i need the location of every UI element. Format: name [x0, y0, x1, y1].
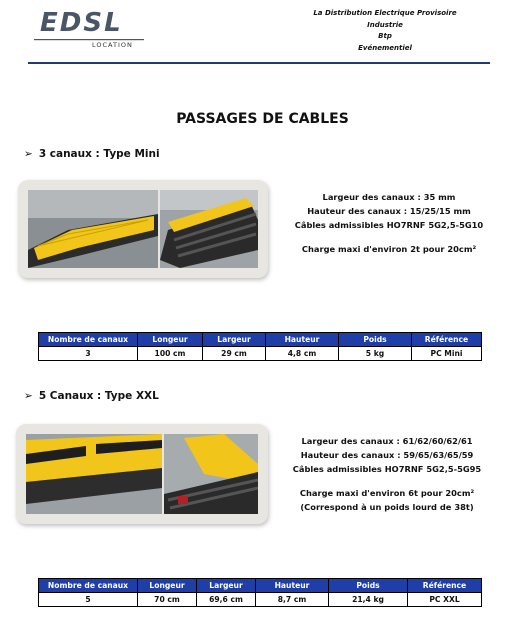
column-header: Largeur — [203, 333, 266, 347]
table-cell: 70 cm — [138, 593, 197, 607]
column-header: Longeur — [138, 579, 197, 593]
cable-ramp-mini-open-photo — [160, 190, 258, 268]
spec-line: Charge maxi d'environ 6t pour 20cm² — [299, 488, 475, 498]
table-cell: 8,7 cm — [256, 593, 329, 607]
logo-text: EDSL — [40, 8, 123, 38]
cable-ramp-xxl-open-photo — [164, 434, 258, 514]
table-header-row — [39, 333, 482, 347]
section-heading-text: 3 canaux : Type Mini — [38, 148, 160, 160]
column-header: Nombre de canaux — [39, 579, 138, 593]
spec-line: Charge maxi d'environ 2t pour 20cm² — [301, 244, 477, 254]
column-header: Nombre de canaux — [39, 333, 138, 347]
column-header: Poids — [329, 579, 408, 593]
company-logo — [34, 8, 144, 52]
spec-spacer — [278, 476, 496, 486]
column-header: Référence — [408, 579, 482, 593]
page-title: PASSAGES DE CABLES — [176, 111, 349, 127]
spec-line: (Correspond à un poids lourd de 38t) — [300, 502, 474, 512]
spec-line: Câbles admissibles HO7RNF 5G2,5-5G10 — [294, 220, 484, 230]
table-header-row — [39, 579, 482, 593]
column-header: Largeur — [197, 579, 256, 593]
logo-subtitle: LOCATION — [92, 41, 133, 49]
tagline-line: Industrie — [367, 20, 403, 29]
section-heading-xxl — [24, 390, 159, 402]
spec-line: Câbles admissibles HO7RNF 5G2,5-5G95 — [292, 464, 482, 474]
column-header: Poids — [339, 333, 412, 347]
section-heading-text: 5 Canaux : Type XXL — [38, 390, 159, 402]
cable-ramp-mini-photo — [28, 190, 158, 268]
column-header: Hauteur — [256, 579, 329, 593]
header-divider — [28, 62, 490, 64]
arrow-bullet-icon: ➢ — [24, 148, 33, 160]
section-heading-mini — [24, 148, 160, 160]
table-cell: PC Mini — [412, 347, 482, 361]
spec-spacer — [282, 232, 496, 242]
column-header: Longeur — [138, 333, 203, 347]
specs-mini — [282, 190, 496, 256]
specs-xxl — [278, 434, 496, 514]
table-row — [39, 347, 482, 361]
spec-line: Largeur des canaux : 61/62/60/62/61 — [301, 436, 473, 446]
product-photo-mini — [18, 180, 268, 278]
table-cell: 69,6 cm — [197, 593, 256, 607]
arrow-bullet-icon: ➢ — [24, 390, 33, 402]
table-cell: 5 kg — [339, 347, 412, 361]
spec-line: Hauteur des canaux : 15/25/15 mm — [307, 206, 471, 216]
column-header: Référence — [412, 333, 482, 347]
tagline-line: Evénementiel — [358, 43, 412, 52]
spec-line: Largeur des canaux : 35 mm — [322, 192, 456, 202]
table-cell: 5 — [39, 593, 138, 607]
table-cell: 29 cm — [203, 347, 266, 361]
product-photo-xxl — [16, 424, 268, 524]
table-cell: 4,8 cm — [266, 347, 339, 361]
table-cell: 100 cm — [138, 347, 203, 361]
table-cell: PC XXL — [408, 593, 482, 607]
spec-table-xxl — [38, 578, 482, 607]
table-cell: 21,4 kg — [329, 593, 408, 607]
tagline-line: La Distribution Electrique Provisoire — [313, 9, 457, 17]
company-tagline — [285, 8, 485, 54]
spec-table-mini — [38, 332, 482, 361]
tagline-line: Btp — [378, 32, 392, 40]
cable-ramp-xxl-photo — [26, 434, 162, 514]
table-row — [39, 593, 482, 607]
column-header: Hauteur — [266, 333, 339, 347]
table-cell: 3 — [39, 347, 138, 361]
spec-line: Hauteur des canaux : 59/65/63/65/59 — [300, 450, 474, 460]
